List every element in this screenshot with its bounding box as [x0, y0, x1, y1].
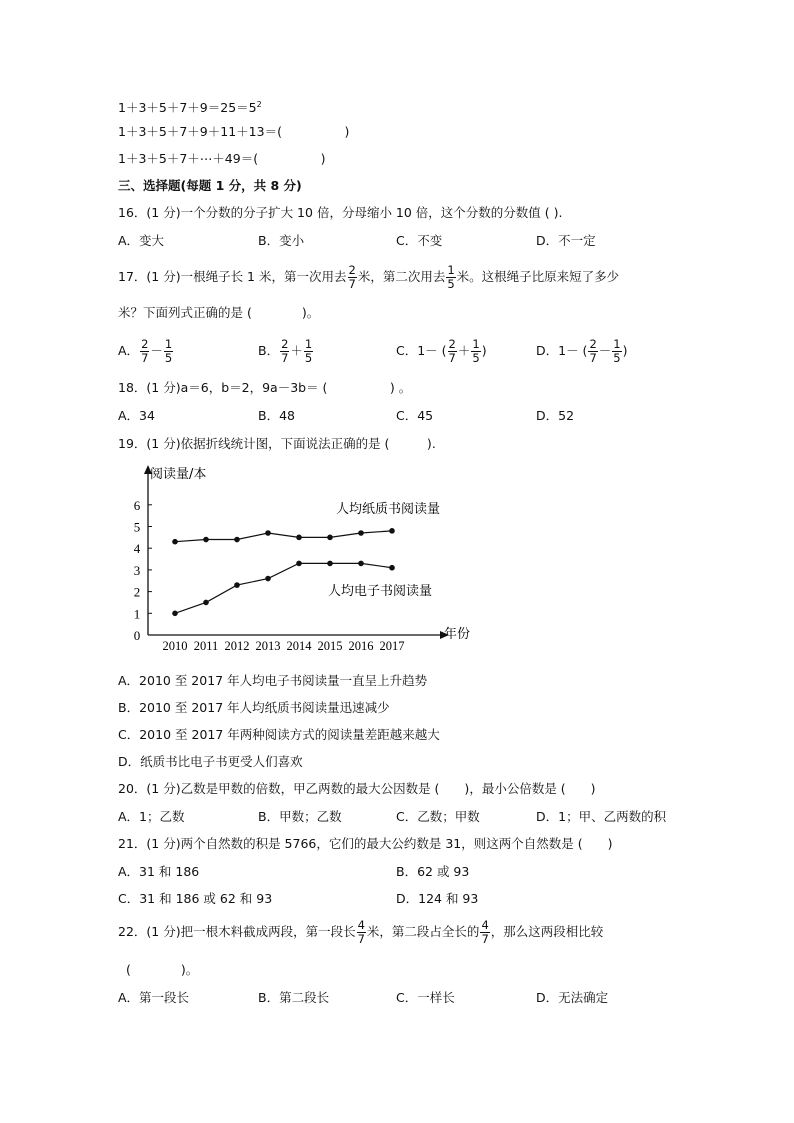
data-point: [172, 539, 178, 545]
q22-text-1: 22．(1 分)把一根木料截成两段，第一段长: [118, 924, 356, 939]
option-label: C．1－ (: [396, 343, 447, 358]
section-title: 三、选择题(每题 1 分，共 8 分): [118, 178, 302, 193]
q19-option-d[interactable]: D．纸质书比电子书更受人们喜欢: [118, 754, 303, 769]
q20-option-b[interactable]: B．甲数；乙数: [258, 809, 342, 824]
data-point: [265, 576, 271, 582]
q17-stem: [118, 262, 619, 292]
chart-series: [172, 528, 395, 616]
q18-option-b[interactable]: B．48: [258, 408, 295, 423]
data-point: [265, 530, 271, 536]
denominator: 7: [481, 932, 489, 946]
q22-option-b[interactable]: B．第二段长: [258, 990, 330, 1005]
data-point: [389, 528, 395, 534]
q18-option-d[interactable]: D．52: [536, 408, 575, 423]
q20-option-a[interactable]: A．1；乙数: [118, 809, 185, 824]
y-tick-labels: [134, 498, 152, 643]
data-point: [203, 600, 209, 606]
q18-option-a[interactable]: A．34: [118, 408, 155, 423]
q17-text-1: 17．(1 分)一根绳子长 1 米，第一次用去: [118, 269, 347, 284]
q22-stem-line-2: ( )。: [126, 962, 199, 977]
operator: －: [598, 343, 612, 358]
chart-axes: [144, 465, 449, 639]
q18-stem: 18．(1 分)a＝6，b＝2，9a－3b＝ ( ) 。: [118, 380, 412, 395]
q17-option-c[interactable]: [396, 336, 487, 366]
denominator: 7: [281, 351, 289, 365]
y-tick-label: 3: [133, 562, 141, 578]
paren: ): [622, 343, 628, 358]
q22-stem: [118, 917, 603, 947]
y-tick-label: 4: [133, 541, 141, 557]
q22-option-d[interactable]: D．无法确定: [536, 990, 609, 1005]
q19-stem: 19．(1 分)依据折线统计图，下面说法正确的是 ( ).: [118, 436, 436, 451]
operator: ＋: [290, 343, 303, 358]
q16-option-b[interactable]: B．变小: [258, 233, 305, 248]
x-tick-label: 2016: [348, 639, 374, 653]
q21-option-b[interactable]: B．62 或 93: [396, 864, 470, 879]
option-label: B．: [258, 343, 280, 358]
line-chart: [110, 460, 470, 660]
y-axis-label: 阅读量/本: [150, 467, 207, 482]
fraction: [588, 338, 597, 365]
fraction: [357, 919, 366, 946]
q19-option-b[interactable]: B．2010 至 2017 年人均纸质书阅读量迅速减少: [118, 700, 390, 715]
q17-option-a[interactable]: [118, 336, 174, 366]
exponent: 2: [256, 100, 262, 109]
data-point: [327, 535, 333, 541]
operator: －: [150, 343, 163, 358]
denominator: 5: [304, 351, 313, 365]
x-axis-label: 年份: [444, 627, 470, 642]
q18-option-c[interactable]: C．45: [396, 408, 434, 423]
y-tick-label: 0: [133, 628, 141, 643]
q22-text-2: 米，第二段占全长的: [366, 924, 480, 939]
fraction: [304, 338, 313, 365]
sequence-line-3: 1＋3＋5＋7＋⋯＋49＝( ): [118, 151, 326, 166]
y-tick-label: 6: [133, 497, 141, 513]
sequence-expression: 1＋3＋5＋7＋9＝25＝5: [118, 100, 257, 116]
data-point: [358, 530, 364, 536]
sequence-line-2: 1＋3＋5＋7＋9＋11＋13＝( ): [118, 124, 350, 139]
numerator: 2: [448, 337, 456, 351]
q22-option-c[interactable]: C．一样长: [396, 990, 455, 1005]
option-label: A．: [118, 343, 140, 358]
fraction: [448, 338, 457, 365]
numerator: 4: [357, 918, 365, 932]
fraction: [446, 264, 455, 291]
numerator: 2: [589, 337, 597, 351]
numerator: 4: [481, 918, 489, 932]
data-point: [296, 535, 302, 541]
q16-option-c[interactable]: C．不变: [396, 233, 443, 248]
fraction: [471, 338, 480, 365]
numerator: 1: [164, 337, 173, 351]
data-point: [358, 561, 364, 567]
series-label-ebook: 人均电子书阅读量: [328, 584, 433, 599]
q17-option-d[interactable]: [536, 336, 628, 366]
q20-option-c[interactable]: C．乙数；甲数: [396, 809, 480, 824]
q20-option-d[interactable]: D．1；甲、乙两数的积: [536, 809, 667, 824]
series-label-paper: 人均纸质书阅读量: [336, 502, 441, 517]
q17-option-b[interactable]: [258, 336, 314, 366]
x-tick-label: 2011: [193, 639, 219, 653]
denominator: 7: [348, 277, 356, 291]
operator: ＋: [457, 343, 471, 358]
y-tick-label: 1: [133, 606, 141, 622]
x-tick-labels: [163, 639, 405, 653]
q21-stem: 21．(1 分)两个自然数的积是 5766，它们的最大公约数是 31，则这两个自然数是 ( ): [118, 836, 613, 851]
q20-stem: 20．(1 分)乙数是甲数的倍数，甲乙两数的最大公因数是 ( )，最小公倍数是 ( ): [118, 781, 596, 796]
denominator: 7: [448, 351, 456, 365]
fraction: [612, 338, 621, 365]
numerator: 1: [613, 337, 621, 351]
fraction: [140, 338, 149, 365]
x-tick-label: 2014: [286, 639, 312, 653]
q17-text-2: 米，第二次用去: [357, 269, 446, 284]
q19-option-a[interactable]: A．2010 至 2017 年人均电子书阅读量一直呈上升趋势: [118, 673, 428, 688]
data-point: [203, 537, 209, 543]
x-tick-label: 2012: [224, 639, 250, 653]
denominator: 5: [472, 351, 480, 365]
data-point: [234, 582, 240, 588]
data-point: [234, 537, 240, 543]
numerator: 2: [281, 337, 289, 351]
data-point: [172, 611, 178, 617]
q21-option-d[interactable]: D．124 和 93: [396, 891, 479, 906]
x-tick-label: 2015: [317, 639, 343, 653]
data-point: [296, 561, 302, 567]
q16-option-a[interactable]: A．变大: [118, 233, 165, 248]
numerator: 1: [472, 337, 480, 351]
numerator: 1: [447, 263, 455, 277]
sequence-line-1: [118, 97, 262, 116]
denominator: 5: [613, 351, 621, 365]
numerator: 1: [304, 337, 313, 351]
fraction: [348, 264, 357, 291]
paren: ): [481, 343, 487, 358]
q16-stem: 16．(1 分)一个分数的分子扩大 10 倍，分母缩小 10 倍，这个分数的分数值 ( ).: [118, 205, 563, 220]
fraction: [280, 338, 289, 365]
q17-text-3: 米。这根绳子比原来短了多少: [456, 269, 620, 284]
x-tick-label: 2017: [379, 639, 405, 653]
option-label: D．1－ (: [536, 343, 588, 358]
q22-text-3: ，那么这两段相比较: [490, 924, 604, 939]
numerator: 2: [348, 263, 356, 277]
q16-option-d[interactable]: D．不一定: [536, 233, 596, 248]
x-tick-label: 2013: [255, 639, 281, 653]
numerator: 2: [141, 337, 149, 351]
fraction: [164, 338, 173, 365]
q17-stem-line-2: 米？下面列式正确的是 ( )。: [118, 305, 320, 320]
data-point: [327, 561, 333, 567]
denominator: 7: [589, 351, 597, 365]
x-tick-label: 2010: [162, 639, 188, 653]
denominator: 5: [164, 351, 173, 365]
q21-option-c[interactable]: C．31 和 186 或 62 和 93: [118, 891, 273, 906]
y-tick-label: 2: [133, 584, 141, 600]
fraction: [480, 919, 489, 946]
q19-option-c[interactable]: C．2010 至 2017 年两种阅读方式的阅读量差距越来越大: [118, 727, 440, 742]
q21-option-a[interactable]: A．31 和 186: [118, 864, 200, 879]
q22-option-a[interactable]: A．第一段长: [118, 990, 190, 1005]
data-point: [389, 565, 395, 571]
denominator: 5: [447, 277, 455, 291]
denominator: 7: [357, 932, 365, 946]
denominator: 7: [141, 351, 149, 365]
y-tick-label: 5: [133, 519, 141, 535]
